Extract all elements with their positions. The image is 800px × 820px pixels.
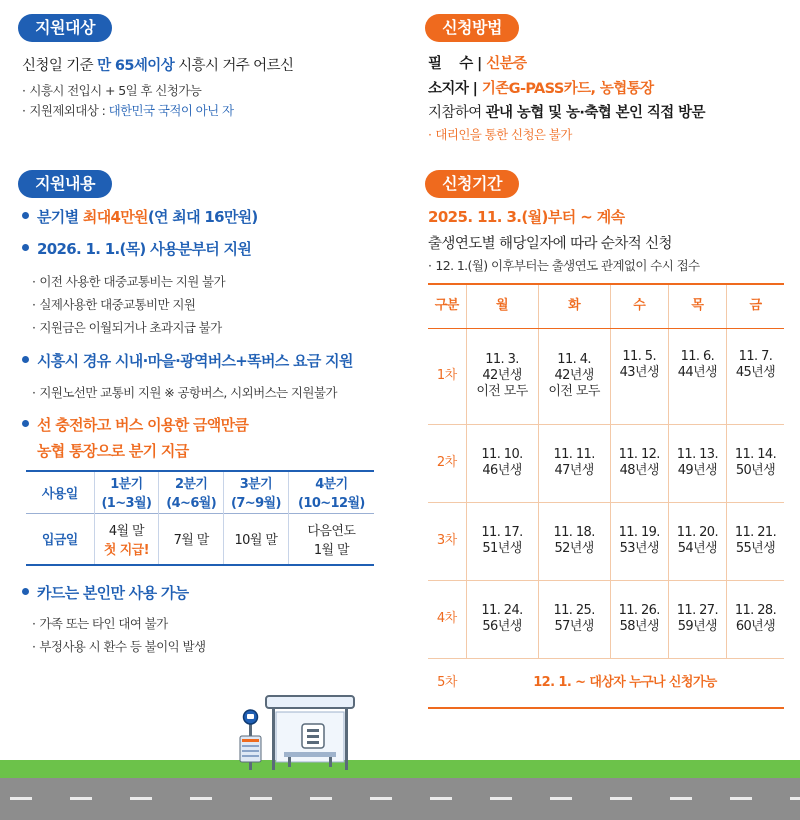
method-required-line	[428, 52, 526, 73]
road-dash	[790, 797, 800, 800]
round-label: 1차	[428, 328, 466, 424]
schedule-cell: 11. 18. 52년생	[538, 502, 610, 580]
quarter-months: (4~6월)	[166, 496, 217, 512]
quarter-name: 4분기	[315, 477, 348, 493]
schedule-cell: 11. 3. 42년생 이전 모두	[466, 328, 538, 424]
schedule-cell: 11. 21. 55년생	[726, 502, 784, 580]
schedule-cell: 11. 17. 51년생	[466, 502, 538, 580]
content-badge: 지원내용	[18, 170, 112, 198]
method-badge: 신청방법	[425, 14, 519, 42]
method-note: · 대리인을 통한 신청은 불가	[428, 125, 572, 143]
road-dash	[490, 797, 512, 800]
quarter-1-pay	[94, 513, 159, 565]
table-row	[428, 502, 784, 580]
target-sub-2-value: 대한민국 국적이 아닌 자	[108, 103, 234, 118]
round-label: 5차	[428, 658, 466, 708]
road-dash	[550, 797, 572, 800]
b4-quarterly: 분기 지급	[128, 442, 189, 460]
content-bullet-4	[22, 414, 248, 435]
visit-place: 관내 농협 및 농·축협 본인 직접 방문	[485, 105, 705, 121]
holder-value: 기존G-PASS카드, 농협통장	[481, 81, 654, 97]
b1-c: (연 최대 16만원)	[147, 208, 258, 226]
period-badge: 신청기간	[425, 170, 519, 198]
row-label-usage: 사용일	[26, 471, 94, 513]
quarter-4-header	[288, 471, 374, 513]
schedule-cell: 11. 12. 48년생	[610, 424, 668, 502]
quarter-name: 2분기	[174, 477, 208, 493]
quarter-1-header	[94, 471, 159, 513]
visit-prefix: 지참하여	[428, 105, 486, 121]
quarter-4-pay	[288, 513, 374, 565]
bus-shelter-icon	[264, 694, 356, 774]
schedule-cell: 11. 24. 56년생	[466, 580, 538, 658]
schedule-cell: 11. 14. 50년생	[726, 424, 784, 502]
quarter-months: (10~12월)	[298, 496, 365, 512]
road-dash	[730, 797, 752, 800]
holder-label: 소지자 |	[428, 81, 482, 97]
target-age: 만 65세이상	[97, 58, 175, 74]
bullet-dot-icon	[22, 356, 29, 363]
header-mon: 월	[466, 284, 538, 328]
schedule-cell: 11. 5. 43년생	[610, 328, 668, 424]
b2-text: 2026. 1. 1.(목) 사용분부터 지원	[37, 240, 252, 258]
quarter-name: 1분기	[110, 477, 143, 493]
content-bullet-3	[22, 350, 353, 371]
method-visit-line	[428, 101, 705, 122]
schedule-cell: 11. 28. 60년생	[726, 580, 784, 658]
b4-precharge: 선 충전	[37, 416, 83, 434]
schedule-table	[428, 283, 784, 709]
road-dash	[190, 797, 212, 800]
period-start: 2025. 11. 3.(월)부터 ~ 계속	[428, 208, 625, 226]
header-fri: 금	[726, 284, 784, 328]
quarter-name: 3분기	[239, 477, 273, 493]
table-row	[428, 658, 784, 708]
target-sub-2	[22, 101, 233, 119]
schedule-cell: 11. 7. 45년생	[726, 328, 784, 424]
bullet-dot-icon	[22, 588, 29, 595]
road-dash	[10, 797, 32, 800]
required-value: 신분증	[486, 56, 527, 72]
road-dash	[610, 797, 632, 800]
bus-stop-sign-icon	[236, 708, 266, 772]
round-label: 3차	[428, 502, 466, 580]
schedule-cell: 11. 13. 49년생	[668, 424, 726, 502]
schedule-cell: 11. 25. 57년생	[538, 580, 610, 658]
b1-amount: 최대4만원	[82, 208, 148, 226]
schedule-cell: 11. 19. 53년생	[610, 502, 668, 580]
open-application-cell: 12. 1. ~ 대상자 누구나 신청가능	[466, 658, 784, 708]
b2-sub-1: · 이전 사용한 대중교통비는 지원 불가	[32, 272, 225, 290]
b4-account: 농협 통장	[37, 442, 97, 460]
b2-sub-3: · 지원금은 이월되거나 초과지급 불가	[32, 318, 222, 336]
b1-a: 분기별	[37, 208, 83, 226]
quarter-payment-table	[26, 470, 374, 566]
road-dash	[310, 797, 332, 800]
b5-sub-2: · 부정사용 시 환수 등 불이익 발생	[32, 637, 205, 655]
table-row	[26, 513, 374, 565]
table-row	[428, 580, 784, 658]
pay-note: 1월 말	[313, 542, 349, 558]
b5-sub-1: · 가족 또는 타인 대여 불가	[32, 614, 168, 632]
pay-date: 7월 말	[173, 533, 209, 549]
bullet-dot-icon	[22, 244, 29, 251]
quarter-2-pay	[159, 513, 224, 565]
grass-strip	[0, 760, 800, 778]
road-dash	[370, 797, 392, 800]
target-text-c: 시흥시 거주 어르신	[174, 58, 294, 74]
bullet-dot-icon	[22, 212, 29, 219]
header-wed: 수	[610, 284, 668, 328]
quarter-months: (7~9월)	[231, 496, 281, 512]
b4-l2-mid: 으로	[96, 442, 129, 460]
quarter-months: (1~3월)	[101, 496, 152, 512]
header-thu: 목	[668, 284, 726, 328]
b2-sub-2: · 실제사용한 대중교통비만 지원	[32, 295, 195, 313]
b3-text: 시흥시 경유 시내·마을·광역버스+똑버스 요금 지원	[37, 352, 353, 370]
content-bullet-2	[22, 238, 251, 259]
content-bullet-5	[22, 582, 188, 603]
schedule-cell: 11. 6. 44년생	[668, 328, 726, 424]
required-label: 필 수 |	[428, 56, 487, 72]
road-dash	[670, 797, 692, 800]
road-dash	[130, 797, 152, 800]
content-bullet-4-line2	[37, 440, 188, 461]
table-row	[26, 471, 374, 513]
bullet-dot-icon	[22, 420, 29, 427]
road-dash	[70, 797, 92, 800]
period-desc: 출생연도별 해당일자에 따라 순차적 신청	[428, 236, 672, 252]
road-dash	[250, 797, 272, 800]
row-label-payment: 입금일	[26, 513, 94, 565]
schedule-cell: 11. 20. 54년생	[668, 502, 726, 580]
b3-sub: · 지원노선만 교통비 지원 ※ 공항버스, 시외버스는 지원불가	[32, 383, 337, 401]
period-note: · 12. 1.(월) 이후부터는 출생연도 관계없이 수시 접수	[428, 256, 700, 274]
pay-date: 다음연도	[307, 523, 356, 539]
pay-date: 4월 말	[108, 523, 144, 539]
schedule-cell: 11. 10. 46년생	[466, 424, 538, 502]
round-label: 4차	[428, 580, 466, 658]
schedule-cell: 11. 11. 47년생	[538, 424, 610, 502]
b5-text: 카드는 본인만 사용 가능	[37, 584, 189, 602]
road-dash	[430, 797, 452, 800]
round-label: 2차	[428, 424, 466, 502]
method-holder-line	[428, 77, 654, 98]
table-row	[428, 424, 784, 502]
b4-l1-rest: 하고 버스 이용한 금액만큼	[82, 416, 249, 434]
quarter-2-header	[159, 471, 224, 513]
table-row	[428, 328, 784, 424]
target-main-line	[22, 54, 293, 75]
content-bullet-1	[22, 206, 258, 227]
table-header-row	[428, 284, 784, 328]
pay-note-first: 첫 지급!	[103, 542, 149, 558]
quarter-3-header	[224, 471, 289, 513]
header-tue: 화	[538, 284, 610, 328]
target-badge: 지원대상	[18, 14, 112, 42]
target-text-a: 신청일 기준	[22, 58, 98, 74]
header-round: 구분	[428, 284, 466, 328]
schedule-cell: 11. 4. 42년생 이전 모두	[538, 328, 610, 424]
pay-date: 10월 말	[234, 533, 278, 549]
target-sub-1: · 시흥시 전입시 + 5일 후 신청가능	[22, 81, 201, 99]
quarter-3-pay	[224, 513, 289, 565]
schedule-cell: 11. 26. 58년생	[610, 580, 668, 658]
schedule-cell: 11. 27. 59년생	[668, 580, 726, 658]
target-sub-2-label: 지원제외대상 :	[29, 103, 109, 118]
